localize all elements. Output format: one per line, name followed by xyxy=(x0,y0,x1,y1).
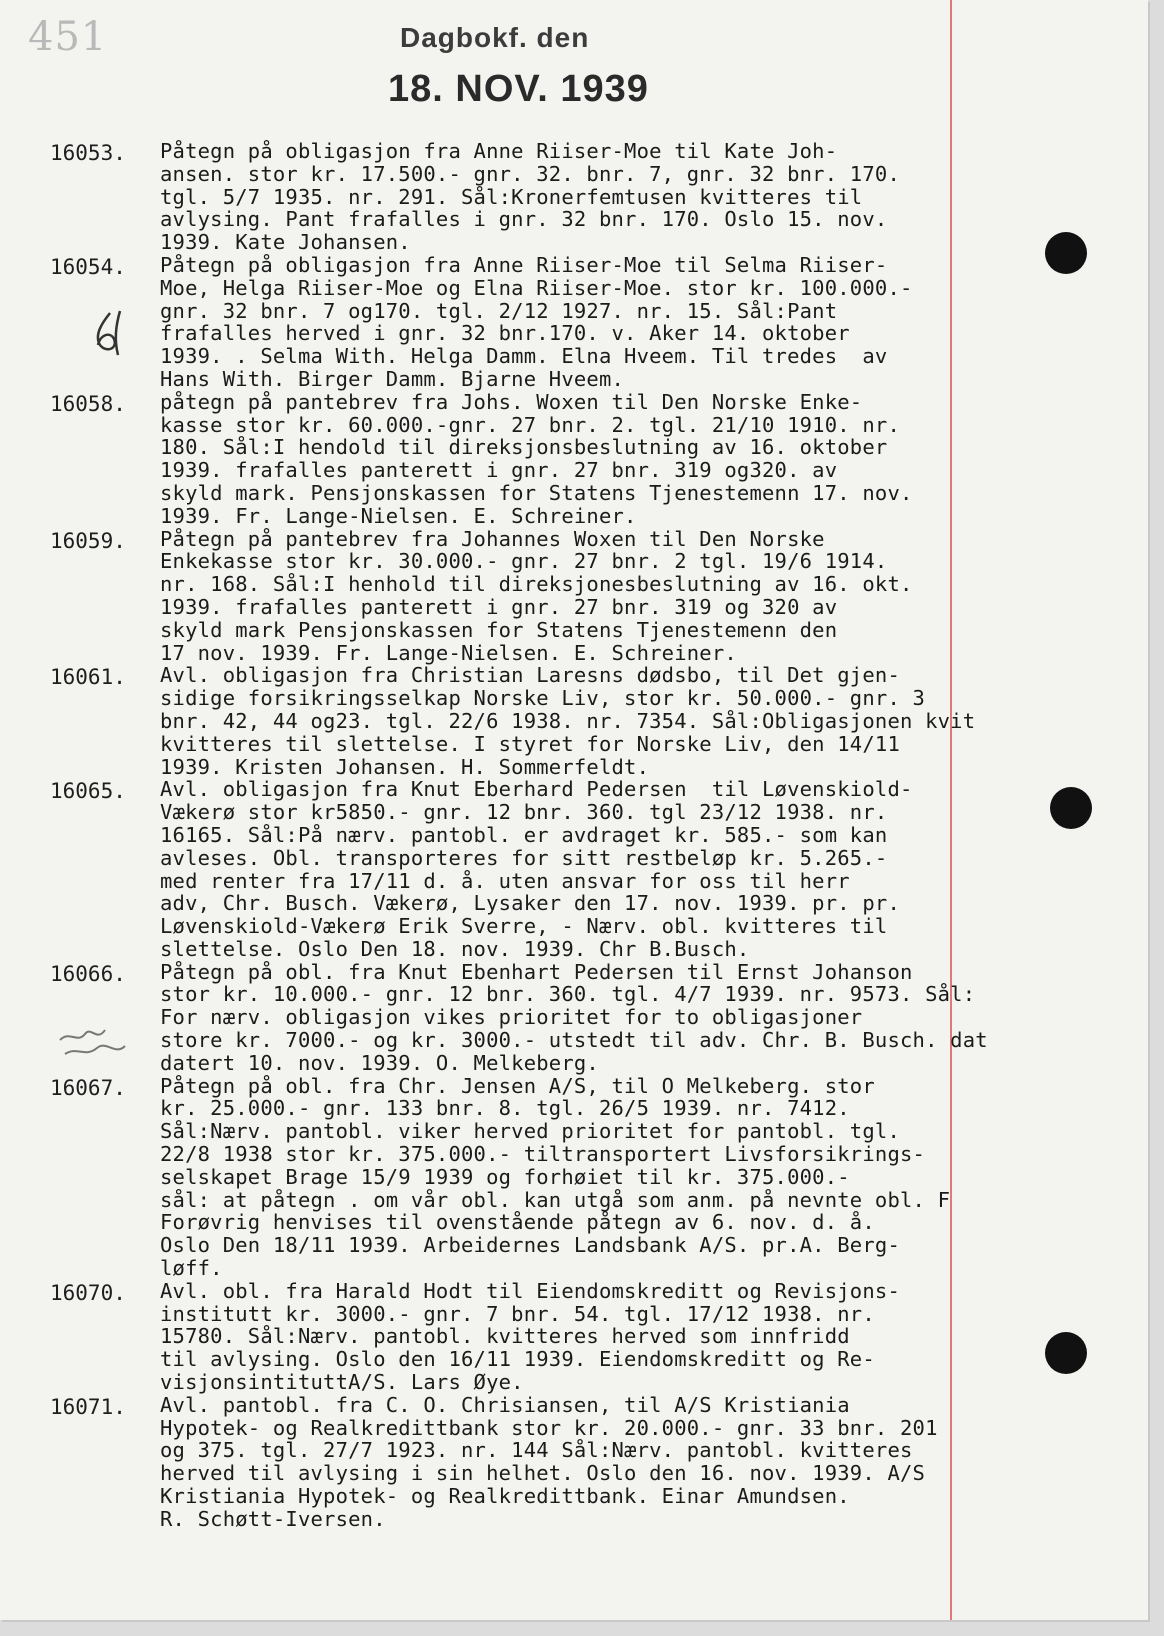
entry-line: Påtegn på obl. fra Knut Ebenhart Pedersen til Ernst Johanson xyxy=(160,959,913,984)
entry-line: Avl. obligasjon fra Knut Eberhard Pedersen til Løvenskiold- xyxy=(160,777,913,802)
entry-text xyxy=(160,1280,1090,1394)
entry-line: påtegn på pantebrev fra Johs. Woxen til Den Norske Enke- xyxy=(160,389,863,414)
entry-text xyxy=(160,140,1090,254)
entry-text xyxy=(160,1075,1090,1280)
entry-line: institutt kr. 3000.- gnr. 7 bnr. 54. tgl. 17/12 1938. nr. xyxy=(160,1301,875,1326)
entry-line: gnr. 32 bnr. 7 og170. tgl. 2/12 1927. nr. 15. Sål:Pant xyxy=(160,298,838,323)
journal-entry xyxy=(50,664,1090,778)
entry-line: til avlysing. Oslo den 16/11 1939. Eiendomskreditt og Re- xyxy=(160,1347,875,1372)
entry-line: 1939. Kristen Johansen. H. Sommerfeldt. xyxy=(160,754,650,779)
entry-line: 1939. Fr. Lange-Nielsen. E. Schreiner. xyxy=(160,503,637,528)
entry-line: frafalles herved i gnr. 32 bnr.170. v. Aker 14. oktober xyxy=(160,321,850,346)
entry-number: 16065. xyxy=(50,779,126,804)
entry-line: skyld mark. Pensjonskassen for Statens Tjenestemenn 17. nov. xyxy=(160,480,913,505)
entry-text xyxy=(160,254,1090,391)
entry-line: Enkekasse stor kr. 30.000.- gnr. 27 bnr. 2 tgl. 19/6 1914. xyxy=(160,549,888,574)
entry-text xyxy=(160,391,1090,528)
entry-line: Avl. pantobl. fra C. O. Chrisiansen, til A/S Kristiania xyxy=(160,1392,850,1417)
entry-line: 15780. Sål:Nærv. pantobl. kvitteres herved som innfridd xyxy=(160,1324,850,1349)
entry-line: med renter fra 17/11 d. å. uten ansvar for oss til herr xyxy=(160,868,850,893)
journal-entry xyxy=(50,1394,1090,1531)
entry-line: 1939. frafalles panterett i gnr. 27 bnr. 319 og 320 av xyxy=(160,594,838,619)
journal-entry xyxy=(50,1075,1090,1280)
entry-text xyxy=(160,961,1090,1075)
entry-line: løff. xyxy=(160,1256,223,1281)
entry-line: 22/8 1938 stor kr. 375.000.- tiltransportert Livsforsikrings- xyxy=(160,1142,926,1167)
entry-line: 1939. frafalles panterett i gnr. 27 bnr. 319 og320. av xyxy=(160,458,838,483)
entry-line: Avl. obl. fra Harald Hodt til Eiendomskreditt og Revisjons- xyxy=(160,1278,900,1303)
entry-line: 180. Sål:I hendold til direksjonsbeslutning av 16. oktober xyxy=(160,435,888,460)
entry-line: Forøvrig henvises til ovenstående påtegn av 6. nov. d. å. xyxy=(160,1210,875,1235)
entry-line: kvitteres til slettelse. I styret for Norske Liv, den 14/11 xyxy=(160,731,900,756)
entry-line: 1939. . Selma With. Helga Damm. Elna Hveem. Til tredes av xyxy=(160,344,888,369)
entry-line: avlysing. Pant frafalles i gnr. 32 bnr. 170. Oslo 15. nov. xyxy=(160,207,888,232)
entry-number: 16061. xyxy=(50,665,126,690)
entry-line: 17 nov. 1939. Fr. Lange-Nielsen. E. Schreiner. xyxy=(160,640,737,665)
entry-number: 16058. xyxy=(50,391,126,416)
entry-line: Påtegn på obl. fra Chr. Jensen A/S, til O Melkeberg. stor xyxy=(160,1073,875,1098)
entry-line: Påtegn på obligasjon fra Anne Riiser-Moe til Selma Riiser- xyxy=(160,252,888,277)
entry-number: 16070. xyxy=(50,1280,126,1305)
entry-line: For nærv. obligasjon vikes prioritet for to obligasjoner xyxy=(160,1005,863,1030)
entry-line: slettelse. Oslo Den 18. nov. 1939. Chr B.Busch. xyxy=(160,936,750,961)
page-number: 451 xyxy=(28,14,108,60)
journal-entry xyxy=(50,391,1090,528)
entry-line: visjonsintituttA/S. Lars Øye. xyxy=(160,1370,524,1395)
journal-entry xyxy=(50,1280,1090,1394)
entry-line: Sål:Nærv. pantobl. viker herved prioritet for pantobl. tgl. xyxy=(160,1119,900,1144)
journal-entry xyxy=(50,254,1090,391)
entry-number: 16053. xyxy=(50,141,126,165)
entry-line: ansen. stor kr. 17.500.- gnr. 32. bnr. 7, gnr. 32 bnr. 170. xyxy=(160,161,900,186)
entry-line: selskapet Brage 15/9 1939 og forhøiet til kr. 375.000.- xyxy=(160,1164,850,1189)
entry-line: adv, Chr. Busch. Vækerø, Lysaker den 17. nov. 1939. pr. pr. xyxy=(160,891,900,916)
entry-line: sål: at påtegn . om vår obl. kan utgå som anm. på nevnte obl. F xyxy=(160,1187,951,1212)
entry-number: 16066. xyxy=(50,961,126,986)
entry-line: datert 10. nov. 1939. O. Melkeberg. xyxy=(160,1050,599,1075)
journal-entries xyxy=(50,140,1090,1531)
entry-text xyxy=(160,664,1090,778)
entry-text xyxy=(160,528,1090,665)
entry-number: 16059. xyxy=(50,528,126,553)
journal-entry xyxy=(50,961,1090,1075)
journal-entry xyxy=(50,778,1090,960)
entry-line: bnr. 42, 44 og23. tgl. 22/6 1938. nr. 7354. Sål:Obligasjonen kvit xyxy=(160,708,976,733)
entry-line: Vækerø stor kr5850.- gnr. 12 bnr. 360. tgl 23/12 1938. nr. xyxy=(160,800,888,825)
entry-line: stor kr. 10.000.- gnr. 12 bnr. 360. tgl. 4/7 1939. nr. 9573. Sål: xyxy=(160,982,976,1007)
date-stamp-date: 18. NOV. 1939 xyxy=(388,68,649,110)
entry-line: skyld mark Pensjonskassen for Statens Tjenestemenn den xyxy=(160,617,838,642)
entry-line: Løvenskiold-Vækerø Erik Sverre, - Nærv. obl. kvitteres til xyxy=(160,914,888,939)
entry-line: nr. 168. Sål:I henhold til direksjonesbeslutning av 16. okt. xyxy=(160,572,913,597)
date-stamp-label: Dagbokf. den xyxy=(400,22,590,53)
entry-line: Oslo Den 18/11 1939. Arbeidernes Landsbank A/S. pr.A. Berg- xyxy=(160,1233,900,1258)
entry-text xyxy=(160,778,1090,960)
entry-line: R. Schøtt-Iversen. xyxy=(160,1506,386,1531)
entry-line: tgl. 5/7 1935. nr. 291. Sål:Kronerfemtusen kvitteres til xyxy=(160,184,863,209)
entry-line: herved til avlysing i sin helhet. Oslo den 16. nov. 1939. A/S xyxy=(160,1461,926,1486)
entry-text xyxy=(160,1394,1090,1531)
entry-number: 16067. xyxy=(50,1075,126,1100)
entry-line: 1939. Kate Johansen. xyxy=(160,230,411,255)
entry-line: Kristiania Hypotek- og Realkredittbank. Einar Amundsen. xyxy=(160,1484,850,1509)
journal-entry xyxy=(50,528,1090,665)
entry-line: kasse stor kr. 60.000.-gnr. 27 bnr. 2. tgl. 21/10 1910. nr. xyxy=(160,412,900,437)
entry-number: 16071. xyxy=(50,1394,126,1419)
entry-line: Hans With. Birger Damm. Bjarne Hveem. xyxy=(160,366,625,391)
entry-line: og 375. tgl. 27/7 1923. nr. 144 Sål:Nærv. pantobl. kvitteres xyxy=(160,1438,913,1463)
entry-line: Avl. obligasjon fra Christian Laresns dødsbo, til Det gjen- xyxy=(160,663,900,688)
entry-line: avleses. Obl. transporteres for sitt restbeløp kr. 5.265.- xyxy=(160,845,888,870)
entry-line: kr. 25.000.- gnr. 133 bnr. 8. tgl. 26/5 1939. nr. 7412. xyxy=(160,1096,850,1121)
entry-line: Moe, Helga Riiser-Moe og Elna Riiser-Moe. stor kr. 100.000.- xyxy=(160,275,913,300)
entry-line: Påtegn på obligasjon fra Anne Riiser-Moe til Kate Joh- xyxy=(160,139,838,163)
entry-number: 16054. xyxy=(50,254,126,279)
entry-line: 16165. Sål:På nærv. pantobl. er avdraget kr. 585.- som kan xyxy=(160,822,888,847)
entry-line: Påtegn på pantebrev fra Johannes Woxen til Den Norske xyxy=(160,526,825,551)
entry-line: Hypotek- og Realkredittbank stor kr. 20.000.- gnr. 33 bnr. 201 xyxy=(160,1415,938,1440)
journal-entry xyxy=(50,140,1090,254)
entry-line: store kr. 7000.- og kr. 3000.- utstedt til adv. Chr. B. Busch. dat xyxy=(160,1028,988,1053)
entry-line: sidige forsikringsselkap Norske Liv, stor kr. 50.000.- gnr. 3 xyxy=(160,686,926,711)
